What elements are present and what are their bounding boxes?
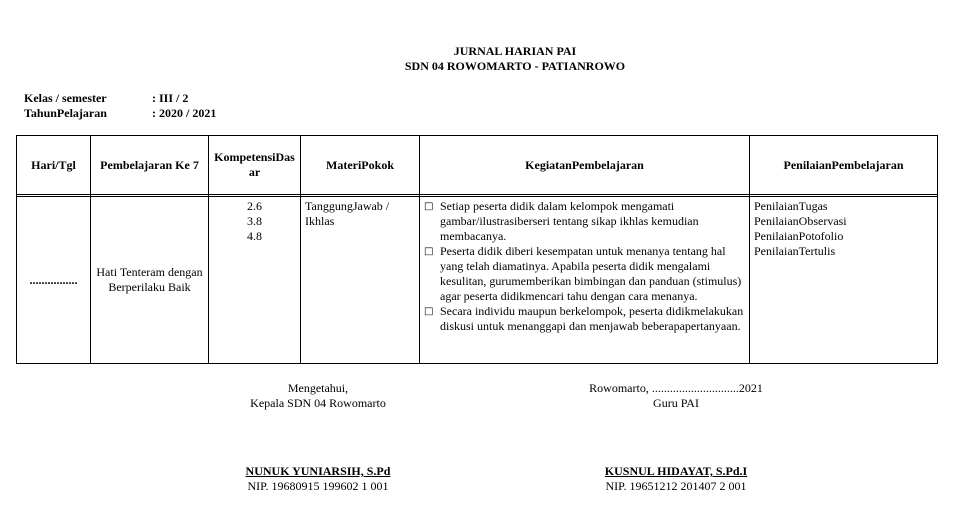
principal-nip: NIP. 19680915 199602 1 001 — [247, 479, 389, 493]
activity-text: Peserta didik diberi kesempatan untuk menanya tentang hal yang telah diamatinya. Apabila peserta didik mengalami kesulitan, gurumemberikan bimbingan dan panduan (stimulus) agar peserta didikmencari tahu dengan cara menanya. — [440, 244, 742, 303]
academic-year-label: TahunPelajaran — [24, 106, 107, 120]
table-row — [17, 197, 938, 364]
journal-title: JURNAL HARIAN PAI — [453, 44, 577, 58]
acknowledged-label: Mengetahui, — [287, 381, 349, 395]
activity-text: Secara individu maupun berkelompok, peserta didikmelakukan diskusi untuk menanggapi dan menjawab beberapapertanyaan. — [440, 304, 744, 333]
header-day-date: Hari/Tgl — [17, 136, 91, 195]
header-lesson: Pembelajaran Ke 7 — [91, 136, 209, 195]
class-info — [24, 91, 216, 121]
header-subject-matter: MateriPokok — [301, 136, 420, 195]
principal-title: Kepala SDN 04 Rowomarto — [250, 396, 386, 410]
assessment-item: PenilaianPotofolio — [754, 229, 844, 243]
teacher-nip: NIP. 19651212 201407 2 001 — [605, 479, 747, 493]
school-name: SDN 04 ROWOMARTO - PATIANROWO — [404, 59, 626, 73]
academic-year-value: : 2020 / 2021 — [152, 106, 217, 120]
competency-item: 4.8 — [247, 229, 262, 243]
cell-competency — [209, 197, 301, 364]
principal-name: NUNUK YUNIARSIH, S.Pd — [245, 464, 391, 478]
teacher-signature-block — [574, 381, 778, 494]
assessment-item: PenilaianTugas — [754, 199, 828, 213]
competency-item: 2.6 — [247, 199, 262, 213]
activity-list — [424, 199, 745, 334]
cell-subject-matter: TanggungJawab / Ikhlas — [301, 197, 420, 364]
class-semester-row — [24, 91, 216, 106]
checkbox-bullet-icon: □ — [424, 246, 434, 257]
header-activities: KegiatanPembelajaran — [420, 136, 750, 195]
table-header-row — [17, 136, 938, 195]
list-item — [424, 304, 745, 334]
assessment-item: PenilaianObservasi — [754, 214, 847, 228]
teacher-name: KUSNUL HIDAYAT, S.Pd.I — [604, 464, 748, 478]
academic-year-row — [24, 106, 216, 121]
journal-table — [16, 135, 938, 364]
header-competency: KompetensiDasar — [209, 136, 301, 195]
competency-item: 3.8 — [247, 214, 262, 228]
class-semester-value: : III / 2 — [152, 91, 189, 105]
place-date: Rowomarto, .............................2021 — [589, 381, 763, 395]
cell-assessment — [750, 197, 938, 364]
teacher-title: Guru PAI — [653, 396, 699, 410]
activity-text: Setiap peserta didik dalam kelompok mengamati gambar/ilustrasiberseri tentang sikap ikhlas kemudian membacanya. — [440, 199, 699, 243]
cell-lesson-title: Hati Tenteram dengan Berperilaku Baik — [91, 197, 209, 364]
assessment-item: PenilaianTertulis — [754, 244, 836, 258]
list-item — [424, 244, 745, 304]
class-semester-label: Kelas / semester — [24, 91, 107, 105]
checkbox-bullet-icon: □ — [424, 201, 434, 212]
checkbox-bullet-icon: □ — [424, 306, 434, 317]
cell-day-date: ................ — [17, 197, 91, 364]
header-assessment: PenilaianPembelajaran — [750, 136, 938, 195]
list-item — [424, 199, 745, 244]
principal-signature-block — [218, 381, 418, 494]
document-title-block — [0, 44, 968, 74]
cell-activities — [420, 197, 750, 364]
